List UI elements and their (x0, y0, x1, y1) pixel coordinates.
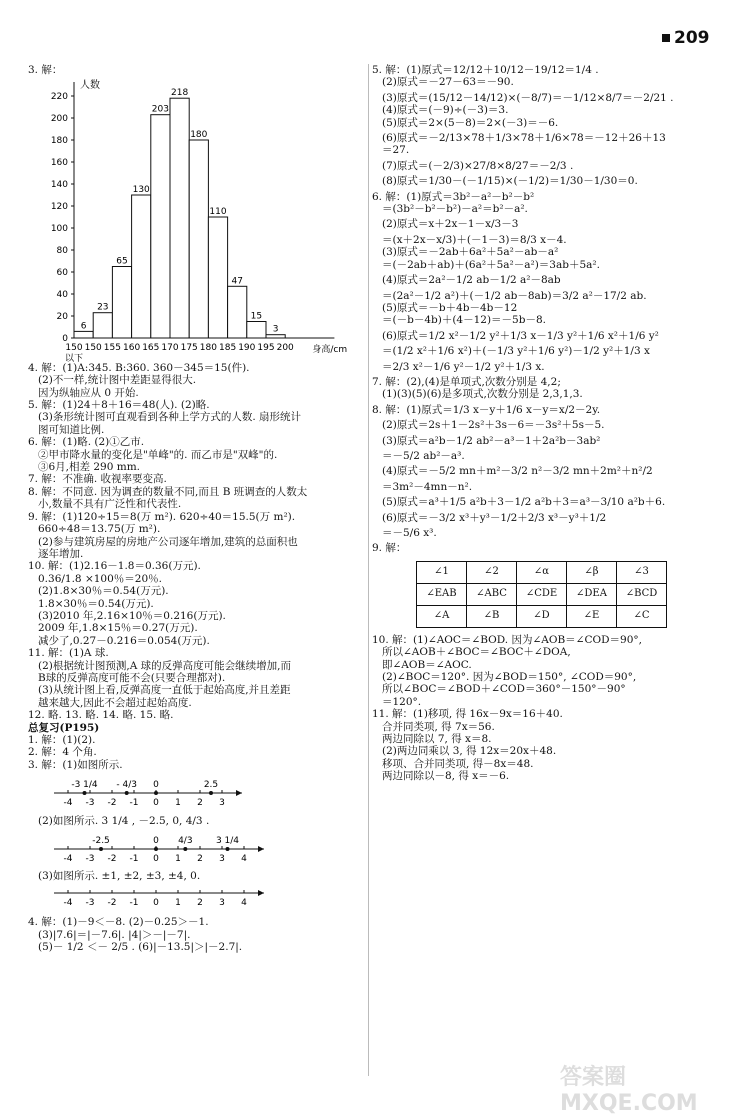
answer-line: (2)原式＝－27－63＝－90. (382, 76, 514, 89)
answer-line: 移项、合并同类项, 得－8x＝48. (382, 757, 534, 770)
answer-line: (1)(3)(5)(6)是多项式,次数分别是 2,3,1,3. (382, 388, 583, 401)
tick-label: 4 (241, 897, 247, 908)
tick-label: -2 (107, 854, 117, 865)
tick-label: 3 (219, 854, 225, 865)
answer-line: 10. 解：(1)∠AOC＝∠BOD. 因为∠AOB＝∠COD＝90°, (372, 633, 642, 646)
tick-label: 0 (153, 798, 159, 809)
histogram-bar (189, 140, 208, 338)
table-cell: ∠C (617, 605, 667, 627)
tick-label: -4 (63, 854, 73, 865)
answer-line: 12. 略. 13. 略. 14. 略. 15. 略. (28, 709, 174, 722)
answer-line: (2)原式＝2s＋1－2s²＋3s－6＝－3s²＋5s－5. (382, 419, 605, 432)
answer-line: (2)两边同乘以 3, 得 12x＝20x＋48. (382, 745, 557, 758)
x-tick-label: 160 (123, 343, 141, 354)
y-tick-label: 180 (50, 136, 68, 147)
answer-line: ＝(－2ab＋ab)＋(6a²＋5a²－a²)＝3ab＋5a². (382, 258, 600, 271)
answer-line: (5)原式＝－b＋4b－4b－12 (382, 301, 518, 314)
right-column (372, 64, 716, 783)
answer-line: (3)|7.6|＝|－7.6|. |4|＞－|－7|. (38, 928, 191, 941)
column-divider (368, 64, 369, 1076)
point (125, 791, 129, 795)
table-cell: ∠2 (467, 561, 517, 583)
answer-line: 6. 解：(1)原式＝3b²－a²－b²－b² (372, 190, 535, 203)
y-tick-label: 100 (50, 224, 68, 235)
answer-line: 8. 解：(1)原式＝1/3 x－y＋1/6 x－y＝x/2－2y. (372, 403, 601, 416)
y-tick-label: 120 (50, 202, 68, 213)
answer-line: (3)从统计图上看,反弹高度一直低于起始高度,并且差距 (38, 684, 291, 697)
answer-line: 所以∠BOC＝∠BOD＋∠COD＝360°－150°－90° (382, 683, 626, 696)
answer-line: 3. 解：(1)如图所示. (28, 758, 123, 771)
table-cell: ∠ABC (467, 583, 517, 605)
y-tick-label: 20 (56, 312, 68, 323)
answer-line: (7)原式＝(－2/3)×27/8×8/27＝－2/3 . (382, 159, 574, 172)
table-cell: ∠CDE (517, 583, 567, 605)
bar-value-label: 3 (272, 325, 279, 336)
x-tick-label: 150 (84, 343, 102, 354)
answer-line: ＝2/3 x²－1/6 y²－1/2 y²＋1/3 x. (382, 360, 545, 373)
answer-line: 1.8×30％＝0.54(万元). (38, 597, 154, 610)
table-cell: ∠α (517, 561, 567, 583)
answer-line: (2)1.8×30％＝0.54(万元). (38, 585, 169, 598)
tick-label: 3 (219, 897, 225, 908)
answer-line: 9. 解： (372, 542, 407, 555)
x-tick-label: 180 (199, 343, 217, 354)
y-axis-label: 人数 (80, 80, 100, 92)
tick-label: -4 (63, 798, 73, 809)
answer-line: 10. 解：(1)2.16－1.8＝0.36(万元). (28, 560, 201, 573)
x-tick-label: 185 (219, 343, 237, 354)
answer-line: 两边同除以－8, 得 x＝－6. (382, 770, 510, 783)
bar-value-label: 15 (250, 311, 263, 322)
answer-line: (5)原式＝2×(5－8)＝2×(－3)＝－6. (382, 116, 559, 129)
point-label: -2.5 (92, 836, 110, 847)
table-cell: ∠β (567, 561, 617, 583)
answer-line: (8)原式＝1/30－(－1/15)×(－1/2)＝1/30－1/30＝0. (382, 175, 638, 188)
answer-line: 因为纵轴应从 0 开始. (38, 386, 139, 399)
tick-label: 1 (175, 854, 181, 865)
bar-value-label: 203 (151, 105, 169, 116)
point (209, 791, 213, 795)
tick-label: 1 (175, 897, 181, 908)
table-cell: ∠3 (617, 561, 667, 583)
answer-line: 4. 解：(1)A:345. B:360. 360－345＝15(件). (28, 361, 250, 374)
answer-line: 所以∠AOB＋∠BOC＝∠BOC＋∠DOA, (382, 646, 571, 659)
answer-line: ＝－5/6 x³. (382, 527, 437, 539)
point (154, 791, 158, 795)
answer-line: 2. 解：4 个角. (28, 746, 97, 759)
watermark: 答案圈 MXQE.COM (560, 1065, 698, 1116)
table-cell: ∠EAB (417, 583, 467, 605)
point (226, 847, 230, 851)
answer-line: (3)如图所示. ±1, ±2, ±3, ±4, 0. (38, 870, 201, 883)
bar-value-label: 180 (190, 130, 208, 141)
tick-label: -1 (129, 798, 139, 809)
tick-label: -2 (107, 897, 117, 908)
angle-table (416, 561, 667, 628)
x-tick-label: 190 (238, 343, 256, 354)
histogram-chart (28, 76, 358, 365)
answer-line: B球的反弹高度可能不会(只要合理都对). (38, 671, 226, 684)
answer-line: (4)原式＝2a²－1/2 ab－1/2 a²－8ab (382, 274, 561, 287)
histogram-bar (170, 99, 189, 339)
histogram-bar (132, 195, 151, 338)
answer-line: 8. 解：不同意. 因为调查的数量不同,而且 B 班调查的人数太 (28, 485, 308, 498)
answer-line: 11. 解：(1)移项, 得 16x－9x＝16＋40. (372, 708, 563, 721)
table-row (417, 583, 667, 605)
x-tick-label: 155 (103, 343, 121, 354)
x-tick-sublabel: 以下 (64, 354, 84, 365)
x-tick-label: 195 (257, 343, 275, 354)
table-cell: ∠E (567, 605, 617, 627)
answer-line: (3)原式＝－2ab＋6a²＋5a²－ab－a² (382, 246, 559, 259)
answer-line: (2)参与建筑房屋的房地产公司逐年增加,建筑的总面积也 (38, 535, 298, 548)
x-tick-label: 200 (276, 343, 294, 354)
x-tick-label: 175 (180, 343, 198, 354)
answer-line: (6)原式＝－3/2 x³＋y³－1/2＋2/3 x³－y³＋1/2 (382, 511, 607, 524)
tick-label: 4 (241, 854, 247, 865)
tick-label: -1 (129, 854, 139, 865)
table-row (417, 561, 667, 583)
answer-line: ＝120°. (382, 695, 422, 708)
bar-value-label: 47 (231, 276, 243, 287)
answer-line: ③6月,相差 290 mm. (38, 461, 140, 474)
point (83, 791, 87, 795)
tick-label: 2 (197, 854, 203, 865)
answer-line: (3)2010 年,2.16×10％＝0.216(万元). (38, 609, 226, 622)
y-tick-label: 60 (56, 268, 68, 279)
answer-line: 11. 解：(1)A 球. (28, 647, 109, 660)
answer-line: (2)∠BOC＝120°. 因为∠BOD＝150°, ∠COD＝90°, (382, 671, 637, 684)
point (154, 847, 158, 851)
bar-value-label: 23 (97, 303, 109, 314)
table-row (417, 605, 667, 627)
x-tick-label: 170 (161, 343, 179, 354)
answer-line: 6. 解：(1)略. (2)①乙市. (28, 436, 145, 449)
left-column (28, 64, 366, 953)
answer-line: 图可知道比例. (38, 423, 105, 436)
number-line-2 (28, 827, 328, 867)
answer-line: 减少了,0.27－0.216＝0.054(万元). (38, 634, 210, 647)
table-cell: ∠1 (417, 561, 467, 583)
answer-line: 2009 年,1.8×15％＝0.27(万元). (38, 622, 198, 635)
answer-line: ＝3m²－4mn－n². (382, 480, 473, 493)
tick-label: -3 (85, 854, 95, 865)
point-label: - 4/3 (116, 780, 137, 791)
answer-line: 4. 解：(1)－9＜－8. (2)－0.25＞－1. (28, 916, 209, 929)
answer-line: 0.36/1.8 ×100％＝20％. (38, 572, 162, 585)
point-label: 4/3 (178, 836, 193, 847)
x-tick-label: 165 (142, 343, 160, 354)
arrow-icon (258, 846, 264, 852)
histogram-bar (266, 335, 285, 338)
tick-label: 1 (175, 798, 181, 809)
answer-line: ＝(1/2 x²＋1/6 x²)＋(－1/3 y²＋1/6 y²)－1/2 y²＋1/3 x (382, 345, 650, 358)
histogram-bar (112, 267, 131, 339)
histogram-bar (151, 115, 170, 338)
y-tick-label: 160 (50, 158, 68, 169)
point-label: 0 (153, 836, 159, 847)
point (99, 847, 103, 851)
answer-line: 小,数量不具有广泛性和代表性. (38, 498, 182, 511)
answer-line: (3)原式＝a²b－1/2 ab²－a³－1＋2a²b－3ab² (382, 434, 601, 447)
tick-label: -3 (85, 798, 95, 809)
tick-label: -2 (107, 798, 117, 809)
table-cell: ∠B (467, 605, 517, 627)
answer-line: (2)如图所示. 3 1/4 , －2.5, 0, 4/3 . (38, 814, 210, 827)
answer-line: ＝(－b－4b)＋(4－12)＝－5b－8. (382, 314, 546, 327)
point (183, 847, 187, 851)
answer-line: 合并同类项, 得 7x＝56. (382, 720, 495, 733)
y-tick-label: 140 (50, 180, 68, 191)
page-number: 209 (662, 28, 710, 48)
answer-line: (3)条形统计图可直观看到各种上学方式的人数. 扇形统计 (38, 411, 302, 424)
bar-value-label: 218 (171, 88, 189, 99)
number-line-1 (28, 771, 328, 811)
answer-line: (2)不一样,统计图中差距显得很大. (38, 374, 197, 387)
bar-value-label: 65 (116, 256, 128, 267)
answer-line: 即∠AOB＝∠AOC. (382, 658, 472, 671)
answer-line: (4)原式＝(－9)÷(－3)＝3. (382, 104, 509, 117)
x-axis-label: 身高/cm (312, 345, 348, 356)
answer-line: 1. 解：(1)(2). (28, 734, 96, 746)
answer-line: 660÷48＝13.75(万 m²). (38, 523, 161, 536)
answer-line: (6)原式＝1/2 x²－1/2 y²＋1/3 x－1/3 y²＋1/6 x²＋1/6 y² (382, 329, 659, 342)
bar-value-label: 110 (209, 207, 227, 218)
table-cell: ∠BCD (617, 583, 667, 605)
histogram-bar (228, 287, 247, 339)
answer-line: 9. 解：(1)120÷15＝8(万 m²). 620÷40＝15.5(万 m²). (28, 510, 296, 523)
point-label: 2.5 (203, 780, 219, 791)
arrow-icon (258, 890, 264, 896)
tick-label: 0 (153, 897, 159, 908)
y-tick-label: 200 (50, 114, 68, 125)
answer-line: (4)原式＝－5/2 mn＋m²－3/2 n²－3/2 mn＋2m²＋n²/2 (382, 465, 653, 478)
histogram-bar (208, 217, 227, 338)
answer-line: 逐年增加. (38, 547, 84, 560)
bar-value-label: 6 (80, 321, 87, 332)
arrow-icon (236, 790, 242, 796)
bar-value-label: 130 (132, 185, 150, 196)
answer-line: (6)原式＝－2/13×78＋1/3×78＋1/6×78＝－12＋26＋13 (382, 132, 666, 145)
section-heading: 总复习(P195) (28, 721, 100, 734)
answer-line: ＝(2a²－1/2 a²)＋(－1/2 ab－8ab)＝3/2 a²－17/2 ab. (382, 289, 647, 302)
point-label: -3 1/4 (71, 780, 98, 791)
q3-label: 3. 解： (28, 64, 63, 76)
y-tick-label: 40 (56, 290, 68, 301)
answer-line: ＝(3b²－b²－b²)－a²＝b²－a². (382, 203, 528, 216)
histogram-bar (247, 322, 266, 339)
y-tick-label: 220 (50, 92, 68, 103)
histogram-bar (74, 332, 93, 339)
y-tick-label: 80 (56, 246, 68, 257)
answer-line: 7. 解：(2),(4)是单项式,次数分别是 4,2; (372, 375, 561, 388)
answer-line: (2)原式＝x＋2x－1－x/3－3 (382, 218, 519, 231)
answer-line: 5. 解：(1)原式＝12/12＋10/12－19/12＝1/4 . (372, 64, 599, 76)
point-label: 0 (153, 780, 159, 791)
answer-line: ＝(x＋2x－x/3)＋(－1－3)＝8/3 x－4. (382, 233, 567, 246)
y-tick-label: 0 (62, 334, 68, 345)
x-tick-label: 150 (65, 343, 83, 354)
tick-label: 2 (197, 798, 203, 809)
tick-label: 2 (197, 897, 203, 908)
answer-line: 5. 解：(1)24＋8＋16＝48(人). (2)略. (28, 399, 210, 412)
answer-line: 7. 解：不准确. 收视率要变高. (28, 473, 167, 486)
answer-line: (3)原式＝(15/12－14/12)×(－8/7)＝－1/12×8/7＝－2/21 . (382, 91, 674, 104)
answer-line: ＝27. (382, 144, 410, 157)
table-cell: ∠D (517, 605, 567, 627)
table-cell: ∠DEA (567, 583, 617, 605)
point-label: 3 1/4 (215, 836, 240, 847)
tick-label: -3 (85, 897, 95, 908)
answer-line: ②甲市降水量的变化是"单峰"的. 而乙市是"双峰"的. (38, 448, 278, 461)
tick-label: 3 (219, 798, 225, 809)
tick-label: -1 (129, 897, 139, 908)
answer-line: 越来越大,因此不会超过起始高度. (38, 696, 192, 709)
histogram-bar (93, 313, 112, 338)
answer-line: (2)根据统计图预测,A 球的反弹高度可能会继续增加,而 (38, 659, 291, 672)
number-line-3 (28, 883, 328, 913)
table-cell: ∠A (417, 605, 467, 627)
answer-line: ＝－5/2 ab²－a³. (382, 449, 465, 462)
answer-line: (5)－ 1/2 ＜－ 2/5 . (6)|－13.5|＞|－2.7|. (38, 941, 243, 954)
answer-line: (5)原式＝a³＋1/5 a²b＋3－1/2 a²b＋3＝a³－3/10 a²b＋6. (382, 496, 666, 509)
answer-line: 两边同除以 7, 得 x＝8. (382, 733, 492, 746)
tick-label: -4 (63, 897, 73, 908)
tick-label: 0 (153, 854, 159, 865)
